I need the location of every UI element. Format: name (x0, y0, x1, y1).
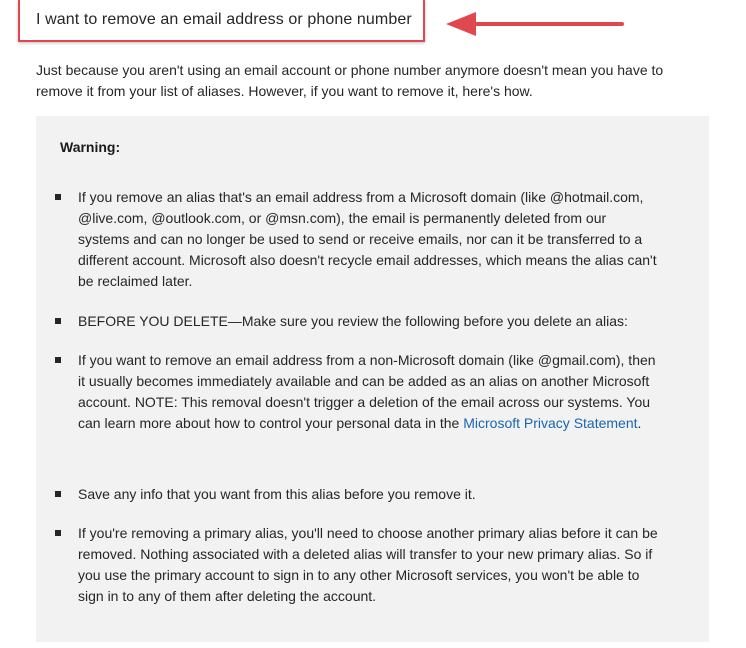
section-heading[interactable]: I want to remove an email address or phone number (36, 11, 412, 28)
list-item-text: Save any info that you want from this alias before you remove it. (78, 486, 476, 502)
square-bullet-icon (55, 357, 61, 363)
list-item-text: If you remove an alias that's an email address from a Microsoft domain (like @hotmail.com, @live.com, @outlook.com, or @msn.com), the email is permanently deleted from our systems and can no longer be used to send or receive emails, nor can it be transferred to a different account. Microsoft also doesn't recycle email addresses, which means the alias can't be reclaimed later. (78, 189, 657, 289)
left-arrow-icon (446, 10, 626, 38)
square-bullet-icon (55, 530, 61, 536)
square-bullet-icon (55, 318, 61, 324)
square-bullet-icon (55, 491, 61, 497)
list-item-text-end: . (637, 415, 642, 431)
list-item (78, 484, 658, 505)
list-item (78, 523, 658, 607)
list-item-text: If you want to remove an email address from a non-Microsoft domain (like @gmail.com), then it usually becomes immediately available and can be added as an alias on another Microsoft account. NOTE: This removal doesn't trigger a deletion of the email across our systems. You can learn more about how to control your personal data in the (78, 352, 656, 431)
list-item-text: If you're removing a primary alias, you'll need to choose another primary alias before it can be removed. Nothing associated with a deleted alias will transfer to your new primary alias. So if you use the primary account to sign in to any other Microsoft services, you won't be able to sign in to any of them after deleting the account. (78, 525, 658, 604)
privacy-statement-link[interactable]: Microsoft Privacy Statement (463, 415, 638, 431)
list-item-text: BEFORE YOU DELETE—Make sure you review the following before you delete an alias: (78, 313, 628, 329)
square-bullet-icon (55, 194, 61, 200)
intro-paragraph: Just because you aren't using an email account or phone number anymore doesn't mean you have to remove it from your list of aliases. However, if you want to remove it, here's how. (36, 62, 664, 99)
list-item (78, 350, 658, 434)
warning-title: Warning: (60, 139, 121, 155)
list-item (78, 187, 658, 292)
warning-panel (36, 116, 709, 642)
list-item (78, 311, 658, 332)
